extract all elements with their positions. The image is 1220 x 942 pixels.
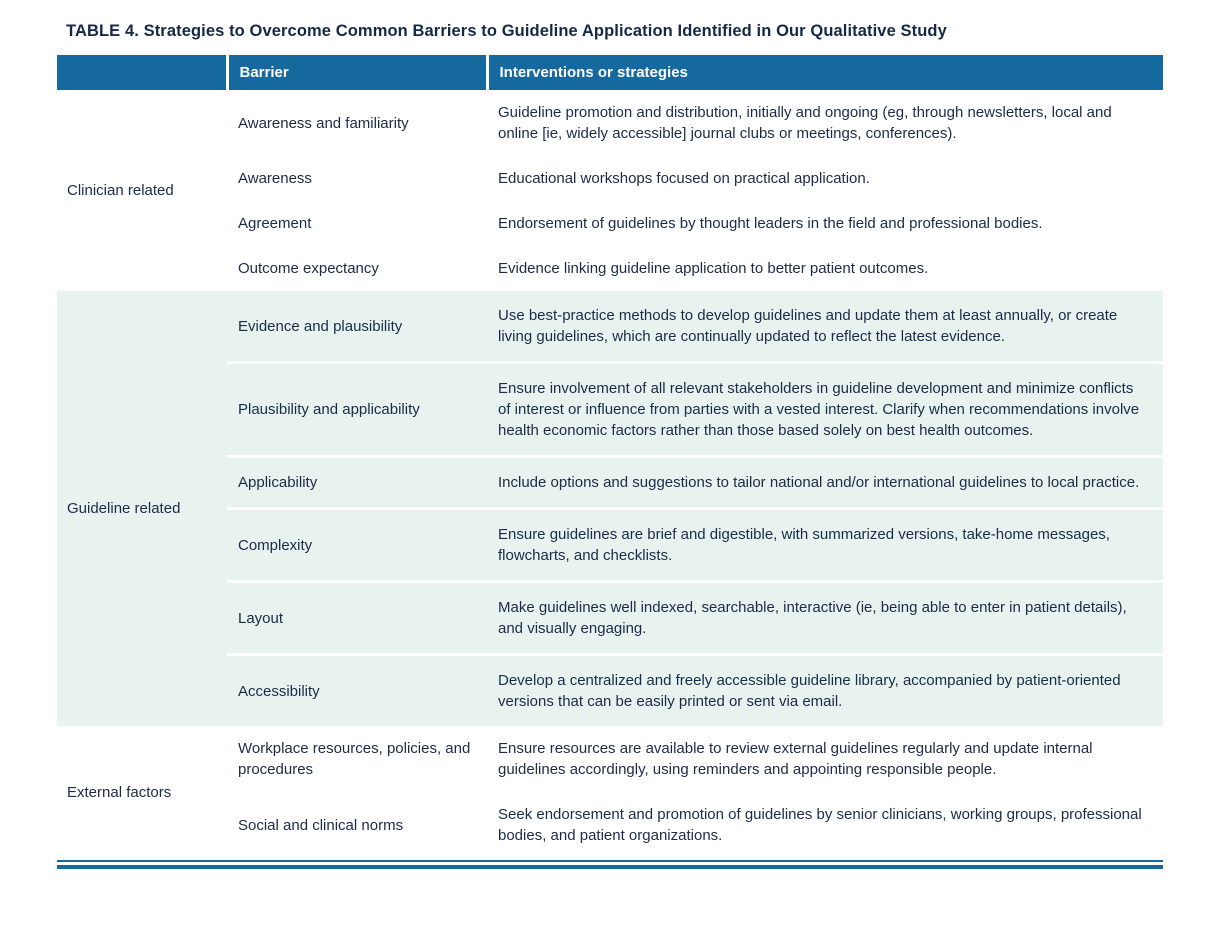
- barriers-table: [57, 55, 1163, 858]
- category-cell-external: External factors: [67, 783, 172, 801]
- table-row: [57, 90, 1163, 156]
- strategy-cell: Make guidelines well indexed, searchable, interactive (ie, being able to enter in patient details), and visually engaging.: [487, 582, 1163, 655]
- header-interventions: Interventions or strategies: [487, 55, 1163, 90]
- barrier-cell: Awareness: [238, 170, 312, 187]
- strategy-cell: Ensure guidelines are brief and digestible, with summarized versions, take-home messages, flowcharts, and checklists.: [487, 509, 1163, 582]
- strategy-cell: Guideline promotion and distribution, initially and ongoing (eg, through newsletters, local and online [ie, widely accessible] journal clubs or meetings, conferences).: [498, 104, 1112, 142]
- barrier-cell: Outcome expectancy: [238, 260, 379, 277]
- bottom-rule-thick: [57, 865, 1163, 869]
- table-body: [57, 90, 1163, 858]
- strategy-cell: Endorsement of guidelines by thought leaders in the field and professional bodies.: [498, 215, 1043, 232]
- barrier-cell: Workplace resources, policies, and procedures: [238, 740, 471, 778]
- barrier-cell: Evidence and plausibility: [227, 291, 487, 363]
- strategy-cell: Ensure involvement of all relevant stakeholders in guideline development and minimize conflicts of interest or influence from parties with a vested interest. Clarify when recommendations involve health economic factors rather than those based solely on best health outcomes.: [487, 363, 1163, 457]
- category-cell-clinician: Clinician related: [67, 182, 174, 199]
- strategy-cell: Seek endorsement and promotion of guidelines by senior clinicians, working groups, professional bodies, and patient organizations.: [498, 806, 1142, 844]
- strategy-cell: Evidence linking guideline application to better patient outcomes.: [498, 260, 929, 277]
- barrier-cell: Agreement: [238, 215, 312, 232]
- barrier-cell: Social and clinical norms: [238, 816, 404, 834]
- strategy-cell: Educational workshops focused on practical application.: [498, 170, 870, 187]
- header-row: [57, 55, 1163, 90]
- barrier-cell: Awareness and familiarity: [238, 114, 409, 132]
- barrier-cell: Layout: [227, 582, 487, 655]
- bottom-rule-thin: [57, 860, 1163, 862]
- table-caption: Strategies to Overcome Common Barriers to Guideline Application Identified in Our Qualitative Study: [138, 22, 947, 40]
- barrier-cell: Plausibility and applicability: [227, 363, 487, 457]
- table-row: [57, 726, 1163, 792]
- strategy-cell: Ensure resources are available to review external guidelines regularly and update internal guidelines accordingly, using reminders and appointing responsible people.: [498, 740, 1093, 778]
- strategy-cell: Use best-practice methods to develop guidelines and update them at least annually, or create living guidelines, which are continually updated to reflect the latest evidence.: [487, 291, 1163, 363]
- barrier-cell: Complexity: [227, 509, 487, 582]
- header-barrier: Barrier: [227, 55, 487, 90]
- strategy-cell: Develop a centralized and freely accessible guideline library, accompanied by patient-oriented versions that can be easily printed or sent via email.: [487, 655, 1163, 727]
- category-cell-guideline: Guideline related: [57, 291, 227, 726]
- barrier-cell: Applicability: [227, 457, 487, 509]
- table-header: [57, 55, 1163, 90]
- header-category-empty: [57, 55, 227, 90]
- table-number: TABLE 4.: [66, 22, 139, 40]
- strategy-cell: Include options and suggestions to tailor national and/or international guidelines to local practice.: [487, 457, 1163, 509]
- table-title: [57, 16, 1163, 55]
- table-row: [57, 291, 1163, 363]
- barrier-cell: Accessibility: [227, 655, 487, 727]
